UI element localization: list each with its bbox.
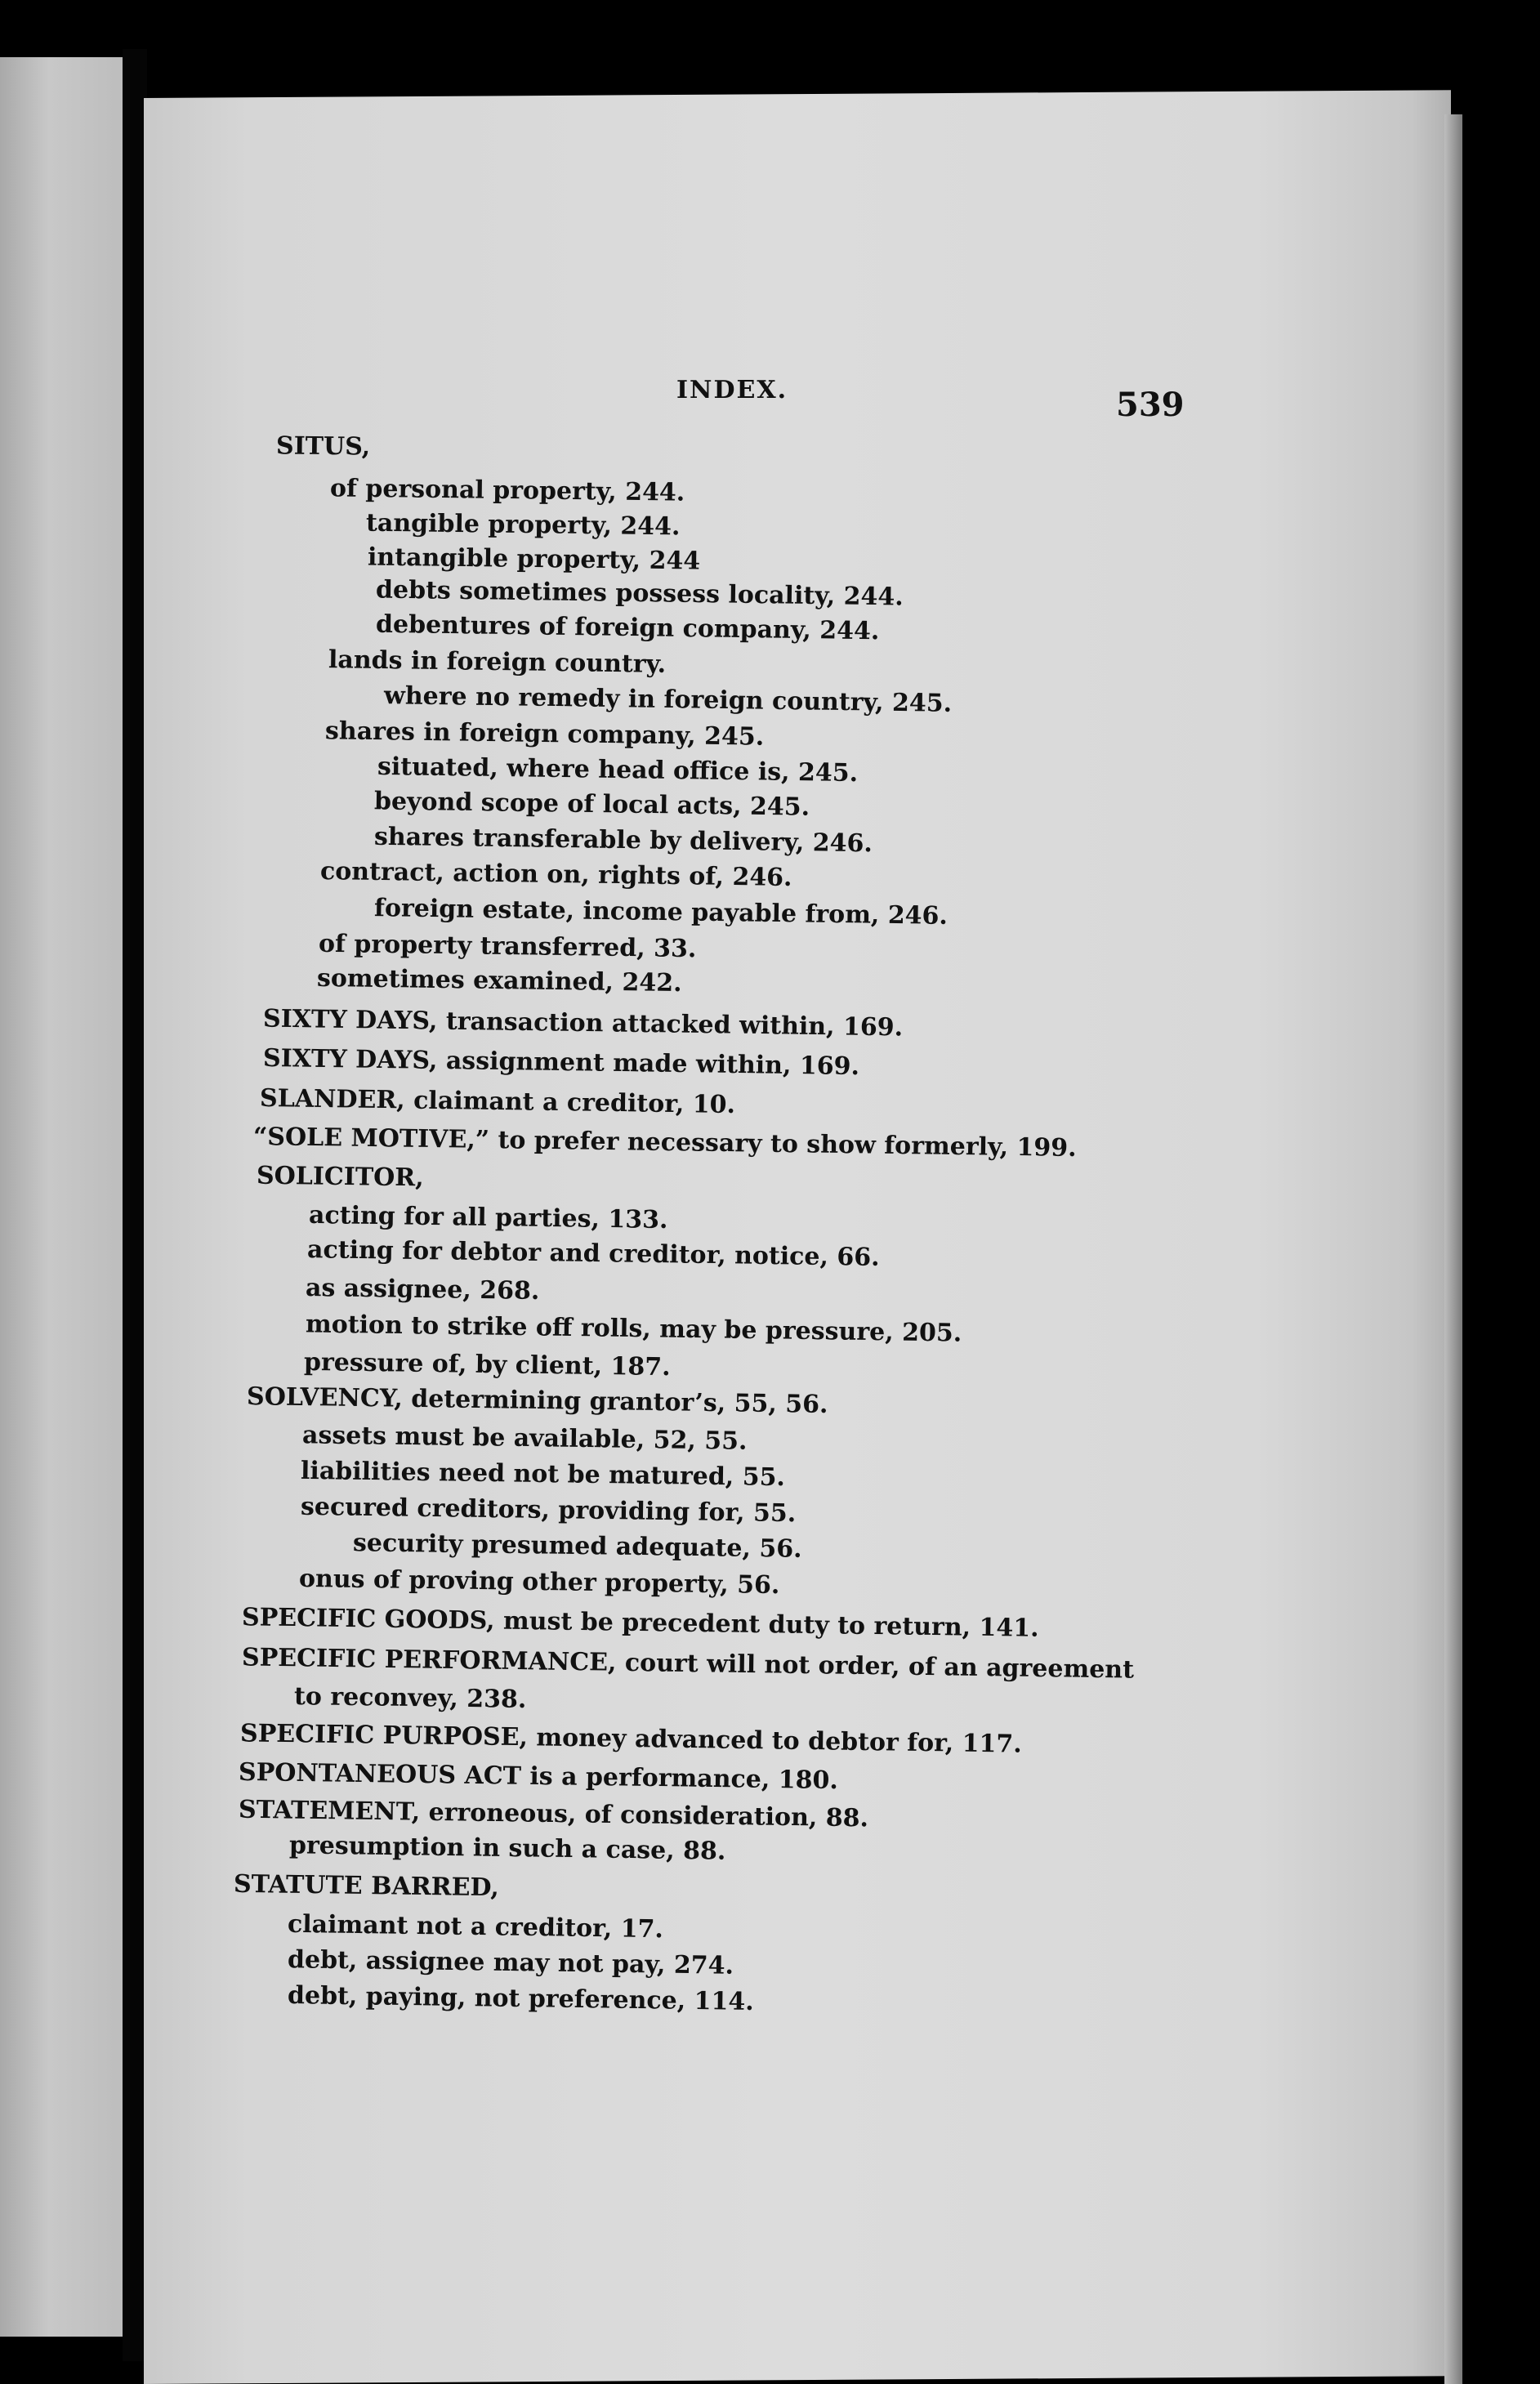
index-subentry: where no remedy in foreign country, 245. <box>383 681 953 718</box>
index-subentry: claimant not a creditor, 17. <box>287 1909 664 1944</box>
index-heading: STATEMENT, erroneous, of consideration, 88. <box>238 1795 869 1833</box>
index-heading: SLANDER, claimant a creditor, 10. <box>259 1083 736 1120</box>
index-subentry: assets must be available, 52, 55. <box>301 1421 748 1456</box>
running-header: INDEX. <box>676 376 788 404</box>
index-subentry: onus of proving other property, 56. <box>298 1564 780 1600</box>
index-heading: STATUTE BARRED, <box>233 1869 500 1903</box>
index-subentry: security presumed adequate, 56. <box>352 1529 802 1564</box>
index-heading: SOLVENCY, determining grantor’s, 55, 56. <box>246 1382 828 1419</box>
index-subentry: as assignee, 268. <box>305 1274 540 1306</box>
index-heading: SIXTY DAYS, transaction attacked within, 169. <box>262 1004 904 1042</box>
index-subentry: foreign estate, income payable from, 246. <box>373 894 949 931</box>
index-subentry: intangible property, 244 <box>367 542 701 576</box>
index-heading: “SOLE MOTIVE,” to prefer necessary to show formerly, 199. <box>252 1122 1077 1163</box>
index-subentry: contract, action on, rights of, 246. <box>319 856 792 893</box>
index-subentry: motion to strike off rolls, may be pressure, 205. <box>305 1310 962 1348</box>
index-subentry: shares transferable by delivery, 246. <box>373 822 873 859</box>
index-heading: SITUS, <box>275 431 371 462</box>
index-subentry: debts sometimes possess locality, 244. <box>375 575 904 612</box>
index-subentry: lands in foreign country. <box>328 645 667 679</box>
index-subentry: liabilities need not be matured, 55. <box>300 1456 786 1493</box>
index-subentry: acting for all parties, 133. <box>308 1200 668 1235</box>
page-number: 539 <box>1116 386 1185 424</box>
index-heading: SIXTY DAYS, assignment made within, 169. <box>262 1043 860 1082</box>
index-subentry: situated, where head office is, 245. <box>377 752 859 788</box>
index-subentry: pressure of, by client, 187. <box>303 1347 671 1382</box>
index-subentry: of personal property, 244. <box>329 474 685 507</box>
index-subentry: debentures of foreign company, 244. <box>375 609 880 646</box>
index-subentry: secured creditors, providing for, 55. <box>300 1492 797 1529</box>
index-subentry: to reconvey, 238. <box>293 1682 527 1714</box>
index-subentry: debt, assignee may not pay, 274. <box>287 1945 734 1980</box>
index-subentry: presumption in such a case, 88. <box>288 1831 726 1866</box>
index-subentry: acting for debtor and creditor, notice, 66. <box>306 1235 880 1272</box>
index-subentry: tangible property, 244. <box>365 508 681 542</box>
index-heading: SPECIFIC GOODS, must be precedent duty to return, 141. <box>241 1603 1039 1643</box>
index-subentry: of property transferred, 33. <box>318 929 697 964</box>
index-subentry: debt, paying, not preference, 114. <box>287 1981 754 2016</box>
index-heading: SOLICITOR, <box>256 1161 424 1193</box>
index-subentry: beyond scope of local acts, 245. <box>373 787 810 822</box>
index-heading: SPECIFIC PERFORMANCE, court will not order, of an agreement <box>241 1643 1135 1685</box>
index-subentry: sometimes examined, 242. <box>316 963 682 998</box>
index-heading: SPECIFIC PURPOSE, money advanced to debtor for, 117. <box>239 1719 1022 1759</box>
index-subentry: shares in foreign company, 245. <box>324 717 765 752</box>
index-heading: SPONTANEOUS ACT is a performance, 180. <box>238 1757 839 1796</box>
